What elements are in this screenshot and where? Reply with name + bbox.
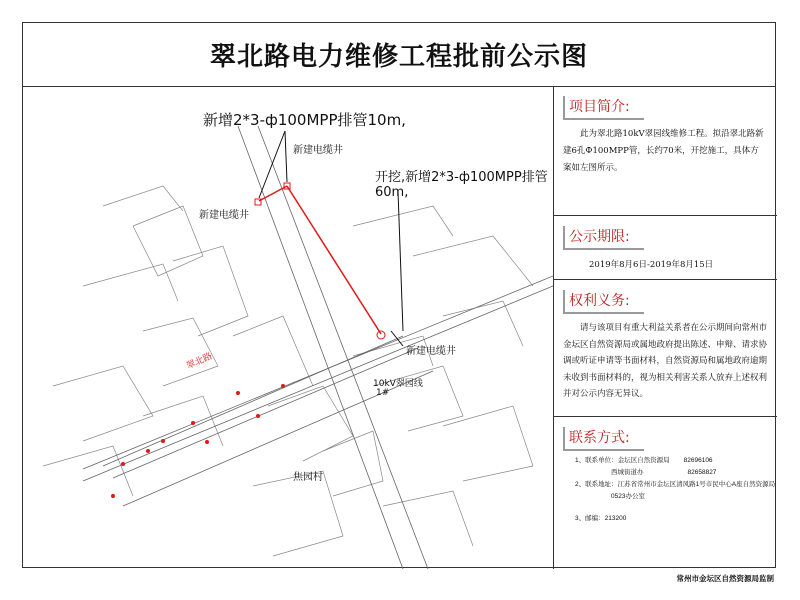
contact-address: 2、联系地址：江苏省常州市金坛区清风路1号市民中心A座自然资源局 <box>575 481 776 488</box>
notice-period-dates: 2019年8月6日-2019年8月15日 <box>589 260 714 270</box>
markers <box>111 384 285 498</box>
cable-well-bottom <box>377 331 385 339</box>
notice-sheet <box>22 22 776 568</box>
contact-unit-phone: 82696106 <box>683 457 713 464</box>
rights-body: 请与该项目有重大利益关系者在公示期间向常州市金坛区自然资源局或属地政府提出陈述、申辩、请求协调或听证申请等书面材料，自然资源局和属地政府逾期未收到书面材料的，视为相关利害关系人放弃上述权利并对公示内容无异议。 <box>563 322 768 398</box>
new-pipe-route <box>259 186 381 334</box>
rights-panel <box>553 280 777 417</box>
contact-sub-phone: 82658827 <box>687 469 717 476</box>
contact-heading: 联系方式: <box>563 427 644 451</box>
building-outlines <box>43 186 533 556</box>
contact-list <box>553 451 777 525</box>
notice-period-heading: 公示期限: <box>563 226 644 250</box>
line-number-label: 1# <box>376 388 390 398</box>
site-map <box>23 86 554 569</box>
page-title: 翠北路电力维修工程批前公示图 <box>23 23 775 87</box>
info-sidebar <box>553 86 777 569</box>
rights-heading: 权利义务: <box>563 290 644 314</box>
contact-unit: 1、联系单位：金坛区自然资源局 <box>575 457 670 464</box>
notice-period-panel <box>553 216 777 280</box>
project-intro-body: 此为翠北路10kV翠园线维修工程。拟沿翠北路新建6孔Ф100MPP管，长约70米，开挖施工，具体方案如左图所示。 <box>563 129 764 173</box>
line-label: 10kV翠园线 <box>373 379 423 389</box>
well-label-left: 新建电缆井 <box>199 210 249 221</box>
well-label-top: 新建电缆井 <box>293 145 343 156</box>
village-label: 焦园村 <box>293 472 323 483</box>
leader-lines <box>259 131 403 346</box>
footer-credit: 常州市金坛区自然资源局监制 <box>676 574 774 583</box>
well-label-bottom: 新建电缆井 <box>406 346 456 357</box>
pipe-label-2: 开挖,新增2*3-ф100MPP排管 60m, <box>375 170 548 200</box>
contact-postcode: 3、邮编：213200 <box>575 515 627 522</box>
contact-panel <box>553 417 777 569</box>
project-intro-panel <box>553 86 777 216</box>
contact-address-room: 0523办公室 <box>611 493 645 500</box>
contact-sub-unit: 西城街道办 <box>611 469 644 476</box>
road-name-label: 翠北路 <box>185 351 214 372</box>
project-intro-heading: 项目简介: <box>563 96 644 120</box>
pipe-label-1: 新增2*3-ф100MPP排管10m, <box>203 111 406 129</box>
